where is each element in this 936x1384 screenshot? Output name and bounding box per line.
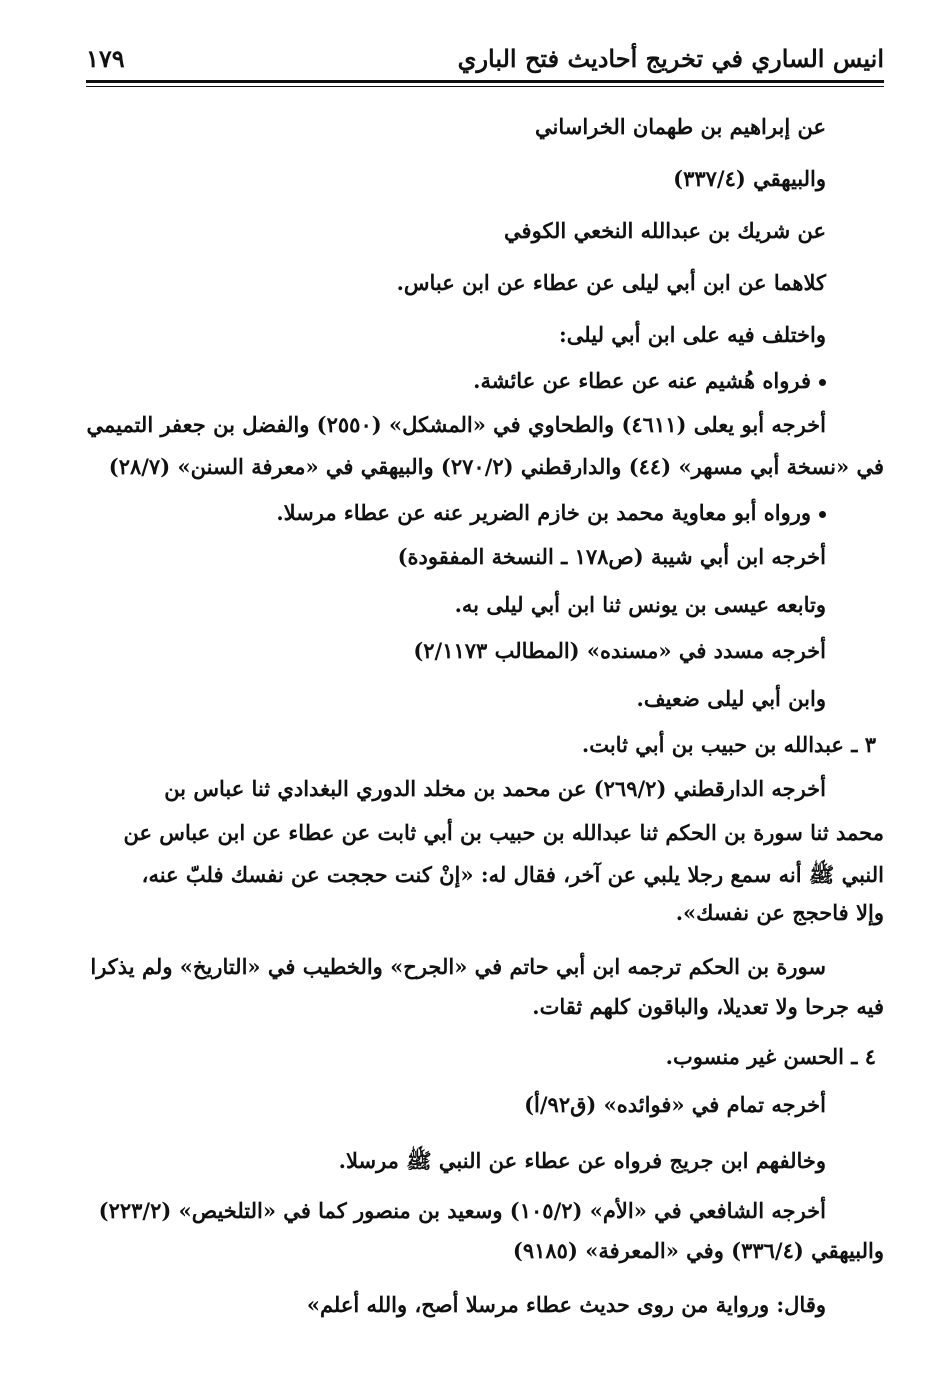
section-heading: ٣ ـ عبدالله بن حبيب بن أبي ثابت. xyxy=(581,732,876,757)
book-title: انيس الساري في تخريج أحاديث فتح الباري xyxy=(457,44,884,73)
text-line: ورواه أبو معاوية محمد بن خازم الضرير عنه عن عطاء مرسلا. xyxy=(276,500,811,525)
header-rule-thin xyxy=(86,86,884,87)
page-number: ١٧٩ xyxy=(86,44,125,73)
hadith-quote: «إنْ كنت حججت عن نفسك فلبّ عنه، xyxy=(141,862,474,887)
text-line: محمد ثنا سورة بن الحكم ثنا عبدالله بن حبيب بن أبي ثابت عن عطاء عن ابن عباس عن xyxy=(123,820,884,845)
hadith-quote-end: وإلا فاحجج عن نفسك». xyxy=(675,900,884,925)
bullet-icon xyxy=(819,379,826,386)
text-line: وخالفهم ابن جريج فرواه عن عطاء عن النبي ﷺ مرسلا. xyxy=(338,1148,826,1173)
text-line: والبيهقي (٣٣٧/٤) xyxy=(673,166,826,191)
text-line: أخرجه أبو يعلى (٤٦١١) والطحاوي في «المشكل» (٢٥٥٠) والفضل بن جعفر التميمي xyxy=(86,412,826,437)
bullet-line xyxy=(473,366,826,396)
text-segment: النبي ﷺ أنه سمع رجلا يلبي عن آخر، فقال له: xyxy=(480,862,884,887)
section-heading: ٤ ـ الحسن غير منسوب. xyxy=(665,1044,876,1069)
header-rule-thick xyxy=(86,80,884,83)
text-line: في «نسخة أبي مسهر» (٤٤) والدارقطني (٢٧٠/٢) والبيهقي في «معرفة السنن» (٢٨/٧) xyxy=(108,454,884,479)
text-line: والبيهقي (٣٣٦/٤) وفي «المعرفة» (٩١٨٥) xyxy=(512,1238,884,1263)
text-line: وقال: ورواية من روى حديث عطاء مرسلا أصح، والله أعلم» xyxy=(306,1292,826,1317)
text-line: أخرجه ابن أبي شيبة (ص١٧٨ ـ النسخة المفقودة) xyxy=(397,544,826,569)
running-header xyxy=(86,40,884,78)
text-line: عن إبراهيم بن طهمان الخراساني xyxy=(535,114,826,139)
text-line: وابن أبي ليلى ضعيف. xyxy=(636,686,826,711)
text-line: أخرجه مسدد في «مسنده» (المطالب ٢/١١٧٣) xyxy=(413,638,826,663)
text-line: وتابعه عيسى بن يونس ثنا ابن أبي ليلى به. xyxy=(454,592,826,617)
text-line: كلاهما عن ابن أبي ليلى عن عطاء عن ابن عباس. xyxy=(396,270,826,295)
text-line-with-quote xyxy=(142,860,884,890)
text-line: فيه جرحا ولا تعديلا، والباقون كلهم ثقات. xyxy=(532,994,884,1019)
text-line: عن شريك بن عبدالله النخعي الكوفي xyxy=(504,218,826,243)
text-line: أخرجه الشافعي في «الأم» (١٠٥/٢) وسعيد بن منصور كما في «التلخيص» (٢٢٣/٢) xyxy=(98,1198,826,1223)
text-line: أخرجه تمام في «فوائده» (ق٩٢/أ) xyxy=(524,1092,826,1117)
text-line: أخرجه الدارقطني (٢٦٩/٢) عن محمد بن مخلد الدوري البغدادي ثنا عباس بن xyxy=(164,776,826,801)
bullet-icon xyxy=(819,511,826,518)
bullet-line xyxy=(276,498,826,528)
text-line: سورة بن الحكم ترجمه ابن أبي حاتم في «الجرح» والخطيب في «التاريخ» ولم يذكرا xyxy=(90,954,826,979)
text-line: واختلف فيه على ابن أبي ليلى: xyxy=(559,322,826,347)
text-line: فرواه هُشيم عنه عن عطاء عن عائشة. xyxy=(473,368,811,393)
